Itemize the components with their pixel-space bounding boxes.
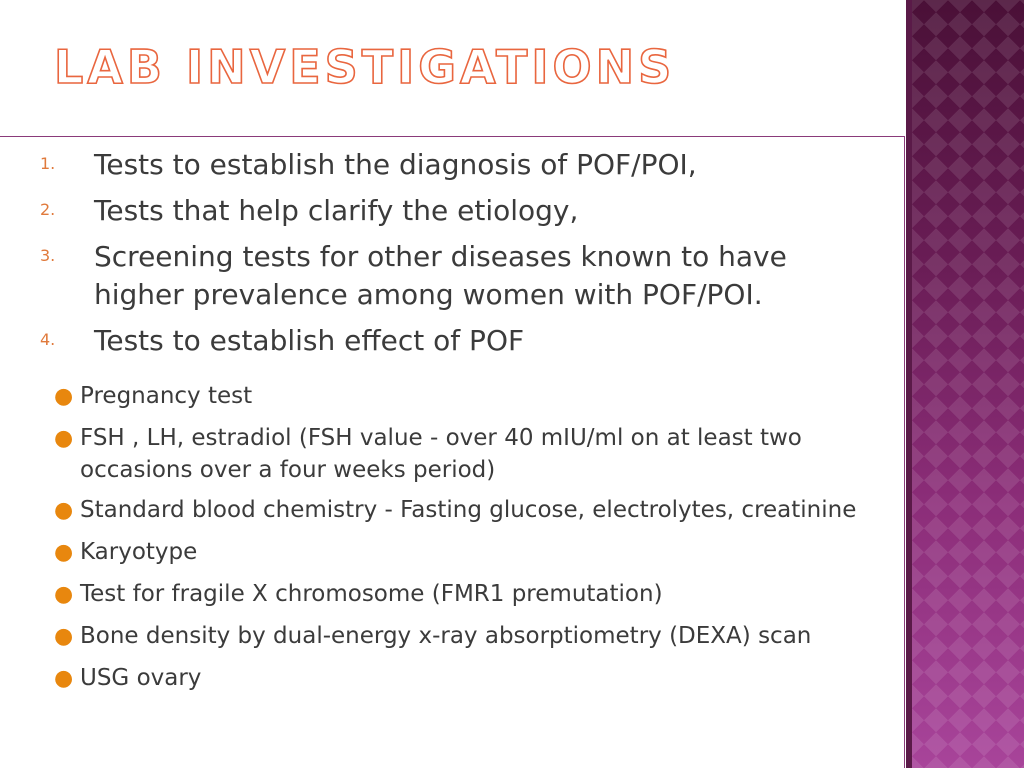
decorative-side-band	[912, 0, 1024, 768]
bullet-dot-icon: ●	[54, 384, 74, 409]
number-marker: 1.	[40, 154, 56, 173]
number-marker: 2.	[40, 200, 56, 219]
bullet-dot-icon: ●	[54, 666, 74, 691]
number-marker: 4.	[40, 330, 56, 349]
bullet-item	[54, 494, 894, 528]
bullet-item	[54, 578, 894, 612]
bullet-item-text: FSH , LH, estradiol (FSH value - over 40 mIU/ml on at least two occasions over a four weeks period)	[80, 425, 802, 483]
bullet-dot-icon: ●	[54, 426, 74, 451]
bullet-dot-icon: ●	[54, 540, 74, 565]
bullet-item-text: Bone density by dual-energy x-ray absorptiometry (DEXA) scan	[80, 623, 812, 649]
content-border-line	[904, 136, 905, 768]
numbered-item	[40, 146, 880, 184]
bullet-dot-icon: ●	[54, 624, 74, 649]
numbered-item	[40, 322, 880, 360]
bullet-dot-icon: ●	[54, 582, 74, 607]
bullet-item	[54, 662, 894, 696]
bullet-item	[54, 536, 894, 570]
numbered-item-text: Screening tests for other diseases known to have higher prevalence among women with POF/POI.	[94, 240, 787, 311]
bullet-item-text: Pregnancy test	[80, 383, 253, 409]
bullet-list	[54, 380, 894, 704]
bullet-item	[54, 380, 894, 414]
number-marker: 3.	[40, 246, 56, 265]
bullet-item-text: Karyotype	[80, 539, 198, 565]
bullet-item	[54, 422, 894, 486]
numbered-list	[40, 146, 880, 368]
bullet-item-text: Standard blood chemistry - Fasting glucose, electrolytes, creatinine	[80, 497, 857, 523]
bullet-item-text: Test for fragile X chromosome (FMR1 premutation)	[80, 581, 663, 607]
numbered-item	[40, 238, 880, 314]
slide-title: LAB INVESTIGATIONS	[54, 40, 676, 94]
numbered-item-text: Tests to establish the diagnosis of POF/POI,	[94, 148, 697, 181]
numbered-item-text: Tests to establish effect of POF	[94, 324, 525, 357]
title-divider	[0, 136, 904, 137]
numbered-item-text: Tests that help clarify the etiology,	[94, 194, 579, 227]
bullet-dot-icon: ●	[54, 498, 74, 523]
bullet-item-text: USG ovary	[80, 665, 202, 691]
numbered-item	[40, 192, 880, 230]
bullet-item	[54, 620, 894, 654]
